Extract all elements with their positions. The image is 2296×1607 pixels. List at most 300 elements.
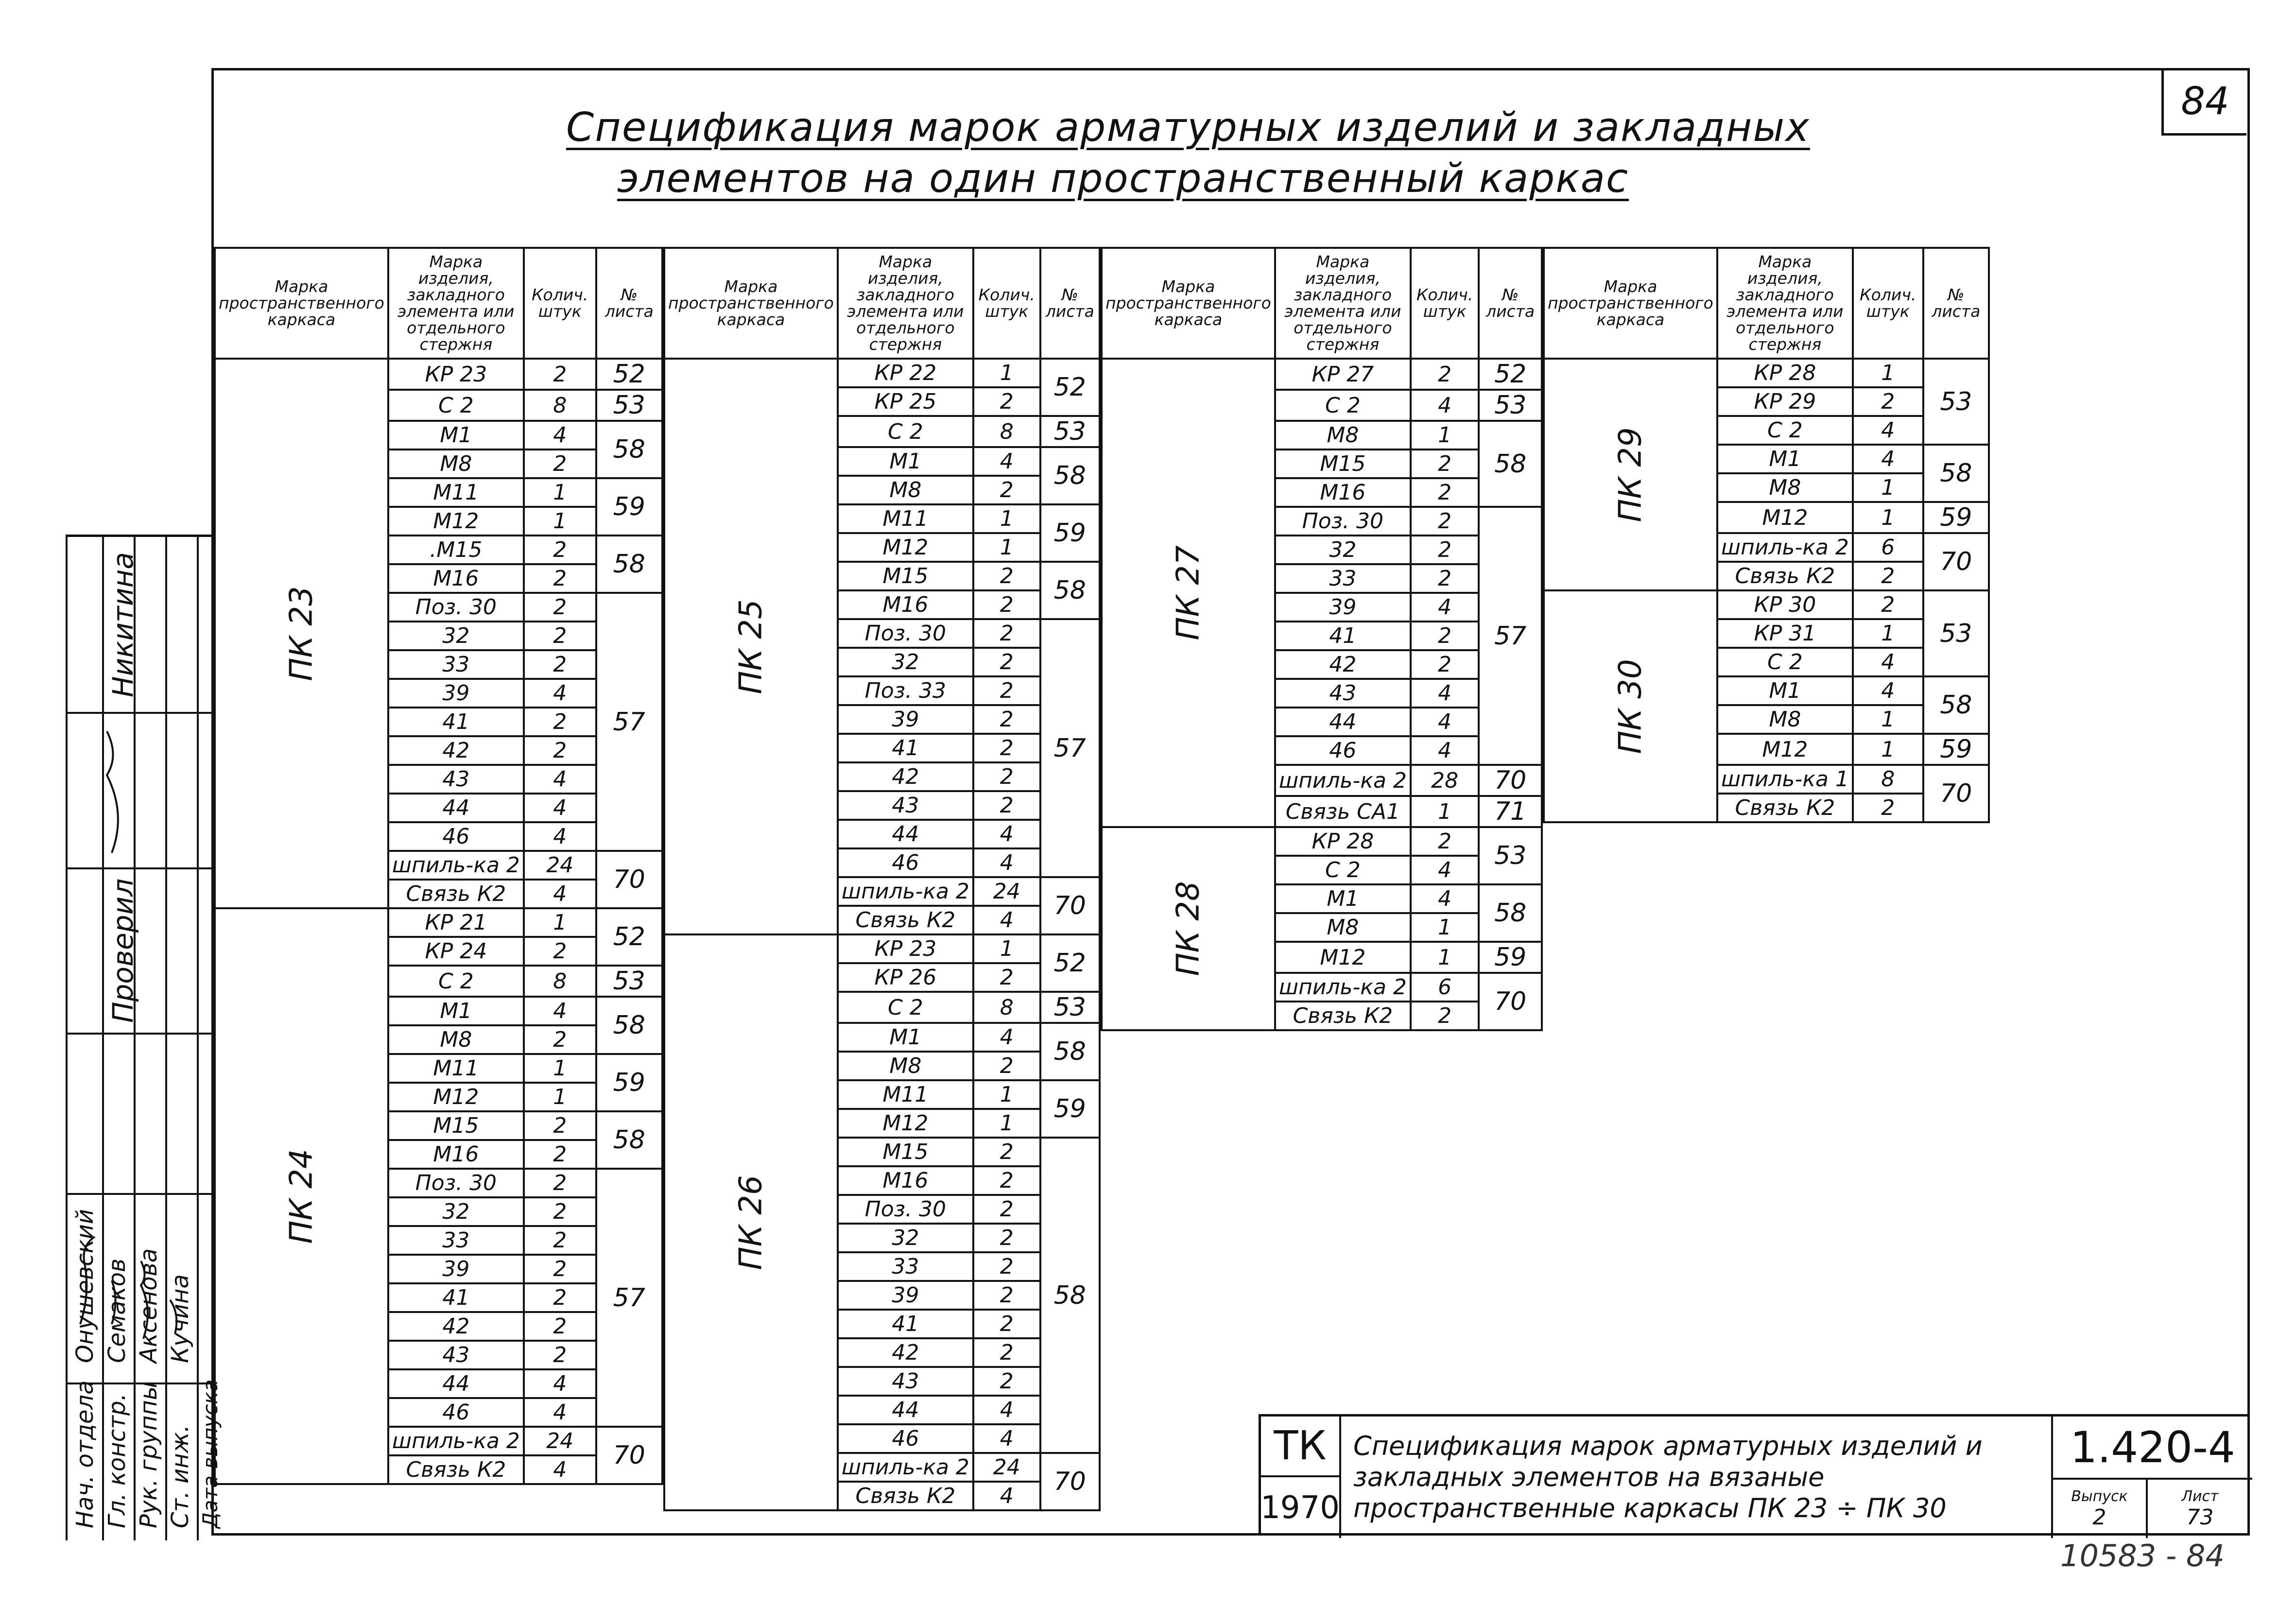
item-qty: 4 (1411, 856, 1479, 884)
item-qty: 2 (1853, 590, 1923, 619)
item-mark: КР 27 (1275, 359, 1411, 390)
item-qty: 4 (973, 848, 1040, 877)
item-qty: 2 (1411, 536, 1479, 564)
item-qty: 6 (1411, 973, 1479, 1002)
frame-mark-label: ПК 26 (733, 1175, 769, 1270)
frame-mark (664, 359, 838, 934)
item-qty: 2 (1411, 359, 1479, 390)
issue-cell (2053, 1480, 2148, 1538)
item-sheet: 53 (596, 966, 662, 997)
item-qty: 4 (1411, 390, 1479, 421)
item-mark: шпиль-ка 2 (838, 877, 973, 906)
item-qty: 2 (524, 708, 596, 736)
item-qty: 1 (1411, 421, 1479, 449)
item-sheet: 59 (1923, 502, 1989, 533)
item-mark: КР 24 (388, 937, 524, 966)
item-mark: КР 28 (1275, 827, 1411, 856)
item-mark: 44 (388, 1369, 524, 1398)
item-qty: 2 (1411, 1002, 1479, 1030)
item-sheet: 53 (1923, 590, 1989, 676)
side-stamp (66, 535, 222, 1540)
item-qty: 2 (524, 622, 596, 650)
header-item: Марка изделия, закладного элемента или отдельного стержня (1275, 248, 1411, 359)
frame-mark-label: ПК 30 (1612, 658, 1649, 754)
item-qty: 2 (973, 590, 1040, 619)
table-row (215, 908, 662, 937)
table-row (664, 359, 1100, 387)
item-mark: М15 (838, 562, 973, 590)
item-qty: 1 (1853, 705, 1923, 734)
item-mark: М12 (1717, 502, 1853, 533)
item-mark: М12 (1275, 942, 1411, 973)
item-qty: 2 (973, 562, 1040, 590)
header-frame: Марка пространственного каркаса (1102, 248, 1275, 359)
item-qty: 8 (524, 390, 596, 421)
item-mark: КР 22 (838, 359, 973, 387)
frame-mark-label: ПК 23 (283, 586, 320, 681)
item-qty: 1 (524, 908, 596, 937)
item-sheet: 59 (596, 478, 662, 536)
item-qty: 2 (973, 1252, 1040, 1281)
item-qty: 2 (973, 734, 1040, 762)
item-qty: 1 (1411, 942, 1479, 973)
item-sheet: 58 (596, 997, 662, 1054)
item-qty: 2 (524, 536, 596, 564)
item-qty: 2 (973, 963, 1040, 992)
item-mark: 44 (1275, 708, 1411, 736)
item-mark: М8 (1275, 913, 1411, 942)
frame-mark-label: ПК 24 (283, 1148, 320, 1244)
item-mark: 42 (1275, 650, 1411, 679)
item-qty: 8 (973, 416, 1040, 447)
item-mark: 32 (388, 1197, 524, 1226)
item-qty: 6 (1853, 533, 1923, 562)
header-qty: Колич. штук (524, 248, 596, 359)
item-sheet: 70 (1923, 765, 1989, 822)
header-sheet: № листа (1040, 248, 1100, 359)
item-mark: Поз. 30 (838, 619, 973, 648)
frame-mark (664, 934, 838, 1510)
item-mark: 44 (388, 794, 524, 822)
item-qty: 4 (524, 1455, 596, 1484)
item-qty: 1 (973, 504, 1040, 533)
item-qty: 2 (524, 1226, 596, 1255)
item-mark: М12 (838, 533, 973, 562)
item-mark: 32 (1275, 536, 1411, 564)
item-qty: 4 (1853, 648, 1923, 676)
item-mark: 33 (388, 650, 524, 679)
item-qty: 2 (524, 1312, 596, 1341)
signatures (66, 537, 214, 1540)
item-qty: 4 (524, 880, 596, 908)
item-qty: 2 (973, 705, 1040, 734)
frame-mark (215, 908, 388, 1484)
issue-label: Выпуск (2071, 1488, 2128, 1505)
item-qty: 4 (524, 421, 596, 449)
item-mark: 39 (838, 705, 973, 734)
item-sheet: 58 (1479, 884, 1542, 942)
item-qty: 2 (1853, 562, 1923, 590)
frame-mark (1102, 359, 1275, 827)
item-sheet: 70 (1040, 1453, 1100, 1510)
item-mark: 39 (388, 679, 524, 708)
item-mark: М1 (838, 1023, 973, 1052)
role-2: Гл. констр. (104, 1393, 131, 1528)
item-mark: 43 (838, 791, 973, 820)
item-mark: С 2 (1717, 416, 1853, 445)
item-mark: 43 (838, 1367, 973, 1396)
item-mark: КР 30 (1717, 590, 1853, 619)
role-1: Нач. отдела (71, 1380, 99, 1528)
item-sheet: 53 (1040, 992, 1100, 1023)
item-qty: 4 (973, 447, 1040, 476)
item-mark: Связь К2 (838, 1482, 973, 1510)
spec-table-4 (1543, 247, 1990, 823)
item-mark: 32 (838, 1224, 973, 1252)
item-qty: 1 (973, 934, 1040, 963)
item-mark: КР 23 (838, 934, 973, 963)
header-frame: Марка пространственного каркаса (664, 248, 838, 359)
item-mark: 46 (1275, 736, 1411, 765)
item-sheet: 70 (1040, 877, 1100, 934)
item-qty: 2 (524, 1341, 596, 1369)
item-qty: 4 (973, 1396, 1040, 1424)
item-qty: 2 (524, 937, 596, 966)
header-item: Марка изделия, закладного элемента или отдельного стержня (388, 248, 524, 359)
name-2: Семаков (104, 1258, 131, 1363)
doc-description: Спецификация марок арматурных изделий и закладных элементов на вязаные пространственные каркасы ПК 23 ÷ ПК 30 (1344, 1417, 2053, 1538)
item-qty: 28 (1411, 765, 1479, 796)
item-qty: 4 (973, 906, 1040, 934)
item-sheet: 58 (1479, 421, 1542, 507)
page-number: 84 (2161, 70, 2246, 136)
item-qty: 2 (973, 1310, 1040, 1338)
item-qty: 2 (524, 650, 596, 679)
item-sheet: 58 (596, 536, 662, 593)
item-qty: 1 (1411, 796, 1479, 827)
name-3: Аксенова (135, 1248, 162, 1363)
item-mark: КР 31 (1717, 619, 1853, 648)
item-mark: М12 (838, 1109, 973, 1138)
org-code: ТК (1261, 1417, 1341, 1477)
frame-mark-label: ПК 29 (1612, 427, 1649, 522)
item-qty: 2 (1411, 827, 1479, 856)
header-item: Марка изделия, закладного элемента или отдельного стержня (838, 248, 973, 359)
item-mark: М12 (388, 507, 524, 536)
item-mark: Связь К2 (1275, 1002, 1411, 1030)
item-qty: 4 (973, 1023, 1040, 1052)
name-4: Кучина (167, 1274, 194, 1363)
item-qty: 4 (973, 1424, 1040, 1453)
spec-table-1 (214, 247, 663, 1485)
item-qty: 2 (1411, 622, 1479, 650)
item-mark: шпиль-ка 2 (1275, 973, 1411, 1002)
item-qty: 4 (1853, 416, 1923, 445)
item-sheet: 53 (1040, 416, 1100, 447)
item-qty: 4 (1411, 679, 1479, 708)
series-number: 1.420-4 (2053, 1417, 2252, 1480)
item-mark: КР 23 (388, 359, 524, 390)
item-mark: С 2 (838, 992, 973, 1023)
table-row (1544, 359, 1989, 387)
item-mark: Связь СА1 (1275, 796, 1411, 827)
item-mark: М11 (388, 1054, 524, 1083)
item-mark: КР 25 (838, 387, 973, 416)
item-mark: С 2 (1717, 648, 1853, 676)
header-frame: Марка пространственного каркаса (1544, 248, 1717, 359)
item-mark: М8 (388, 449, 524, 478)
role-4: Ст. инж. (167, 1424, 194, 1528)
item-mark: КР 28 (1717, 359, 1853, 387)
item-sheet: 58 (596, 1111, 662, 1169)
item-sheet: 58 (596, 421, 662, 478)
item-qty: 2 (973, 1195, 1040, 1224)
item-qty: 4 (524, 1398, 596, 1427)
item-mark: М16 (388, 1140, 524, 1169)
issue-value: 2 (2092, 1505, 2106, 1530)
item-qty: 2 (973, 619, 1040, 648)
item-qty: 2 (973, 1052, 1040, 1080)
item-qty: 2 (973, 1338, 1040, 1367)
item-mark: Связь К2 (1717, 794, 1853, 822)
frame-mark-label: ПК 27 (1170, 545, 1207, 640)
item-mark: М8 (1275, 421, 1411, 449)
item-qty: 4 (1411, 736, 1479, 765)
spec-table-3 (1101, 247, 1543, 1031)
item-qty: 2 (524, 736, 596, 765)
role-3: Рук. группы (135, 1382, 162, 1528)
item-qty: 2 (1411, 564, 1479, 593)
item-mark: КР 29 (1717, 387, 1853, 416)
item-mark: М8 (838, 476, 973, 504)
name-1: Онушевский (71, 1209, 99, 1363)
item-sheet: 58 (1040, 447, 1100, 504)
item-sheet: 71 (1479, 796, 1542, 827)
item-mark: 42 (838, 1338, 973, 1367)
item-qty: 2 (1411, 449, 1479, 478)
item-qty: 2 (973, 1281, 1040, 1310)
item-mark: М1 (838, 447, 973, 476)
item-sheet: 58 (1040, 1138, 1100, 1453)
item-qty: 2 (524, 1111, 596, 1140)
item-mark: 33 (838, 1252, 973, 1281)
item-sheet: 58 (1040, 562, 1100, 619)
item-qty: 4 (973, 1482, 1040, 1510)
item-mark: С 2 (1275, 390, 1411, 421)
checker-name: Никитина (106, 552, 139, 697)
item-mark: М11 (838, 504, 973, 533)
item-qty: 1 (524, 1083, 596, 1111)
item-mark: М11 (388, 478, 524, 507)
table-row (1544, 590, 1989, 619)
item-qty: 2 (973, 476, 1040, 504)
spec-table-2 (663, 247, 1101, 1511)
item-qty: 4 (524, 1369, 596, 1398)
item-mark: Поз. 33 (838, 676, 973, 705)
item-mark: 46 (388, 822, 524, 851)
item-qty: 1 (524, 1054, 596, 1083)
item-mark: М16 (1275, 478, 1411, 507)
item-qty: 2 (524, 564, 596, 593)
item-mark: М1 (1717, 676, 1853, 705)
item-qty: 4 (1853, 676, 1923, 705)
header-qty: Колич. штук (973, 248, 1040, 359)
item-mark: 42 (838, 762, 973, 791)
item-sheet: 57 (1040, 619, 1100, 877)
item-mark: шпиль-ка 2 (1275, 765, 1411, 796)
item-mark: 39 (838, 1281, 973, 1310)
item-qty: 2 (524, 449, 596, 478)
item-qty: 1 (973, 533, 1040, 562)
header-sheet: № листа (596, 248, 662, 359)
item-mark: М12 (388, 1083, 524, 1111)
item-mark: 39 (388, 1255, 524, 1283)
item-mark: Связь К2 (838, 906, 973, 934)
item-mark: М11 (838, 1080, 973, 1109)
item-mark: М8 (388, 1025, 524, 1054)
title-line-2: элементов на один пространственный каркас (617, 156, 1629, 202)
item-qty: 1 (1853, 734, 1923, 765)
item-qty: 2 (1853, 387, 1923, 416)
item-sheet: 52 (1479, 359, 1542, 390)
item-sheet: 57 (596, 1169, 662, 1427)
item-sheet: 58 (1923, 676, 1989, 734)
item-qty: 2 (973, 1166, 1040, 1195)
header-sheet: № листа (1479, 248, 1542, 359)
item-mark: М8 (1717, 705, 1853, 734)
item-qty: 2 (524, 1255, 596, 1283)
item-sheet: 59 (1040, 504, 1100, 562)
item-mark: М15 (1275, 449, 1411, 478)
item-mark: М8 (838, 1052, 973, 1080)
item-sheet: 52 (596, 908, 662, 966)
item-qty: 2 (973, 1224, 1040, 1252)
item-mark: 39 (1275, 593, 1411, 622)
item-qty: 1 (1853, 473, 1923, 502)
check-label: Проверил (106, 878, 139, 1023)
item-qty: 1 (1411, 913, 1479, 942)
item-sheet: 59 (596, 1054, 662, 1111)
sheet-label: Лист (2181, 1488, 2219, 1505)
table-row (664, 934, 1100, 963)
item-sheet: 70 (1923, 533, 1989, 590)
item-mark: 32 (838, 648, 973, 676)
item-mark: КР 21 (388, 908, 524, 937)
item-mark: М16 (838, 1166, 973, 1195)
item-qty: 1 (973, 359, 1040, 387)
item-mark: М1 (1717, 445, 1853, 473)
item-mark: шпиль-ка 1 (1717, 765, 1853, 794)
item-qty: 2 (524, 593, 596, 622)
header-qty: Колич. штук (1853, 248, 1923, 359)
item-mark: шпиль-ка 2 (388, 1427, 524, 1455)
item-qty: 1 (524, 478, 596, 507)
item-mark: 33 (1275, 564, 1411, 593)
item-sheet: 70 (596, 851, 662, 908)
item-mark: Поз. 30 (838, 1195, 973, 1224)
item-mark: 43 (1275, 679, 1411, 708)
item-mark: М1 (1275, 884, 1411, 913)
title-block (1259, 1414, 2250, 1536)
item-qty: 2 (1411, 650, 1479, 679)
item-qty: 1 (524, 507, 596, 536)
item-sheet: 53 (1479, 390, 1542, 421)
item-mark: Поз. 30 (388, 593, 524, 622)
item-sheet: 70 (596, 1427, 662, 1484)
item-mark: 41 (388, 708, 524, 736)
item-mark: шпиль-ка 2 (838, 1453, 973, 1482)
item-mark: М12 (1717, 734, 1853, 765)
item-mark: 44 (838, 1396, 973, 1424)
item-qty: 4 (1411, 708, 1479, 736)
item-mark: 46 (388, 1398, 524, 1427)
item-mark: М16 (838, 590, 973, 619)
sheet-cell (2148, 1480, 2252, 1538)
sheet-value: 73 (2186, 1505, 2214, 1530)
item-qty: 4 (524, 794, 596, 822)
item-mark: Связь К2 (1717, 562, 1853, 590)
item-mark: М1 (388, 997, 524, 1025)
item-qty: 1 (973, 1080, 1040, 1109)
item-qty: 24 (524, 851, 596, 880)
item-qty: 4 (1411, 884, 1479, 913)
item-qty: 2 (1853, 794, 1923, 822)
item-sheet: 59 (1923, 734, 1989, 765)
item-sheet: 58 (1040, 1023, 1100, 1080)
item-qty: 2 (524, 1140, 596, 1169)
item-sheet: 70 (1479, 973, 1542, 1030)
table-row (1102, 827, 1542, 856)
item-qty: 1 (1853, 502, 1923, 533)
item-mark: Связь К2 (388, 880, 524, 908)
item-qty: 2 (1411, 507, 1479, 536)
item-qty: 4 (524, 679, 596, 708)
item-qty: 2 (524, 1197, 596, 1226)
item-sheet: 59 (1479, 942, 1542, 973)
header-item: Марка изделия, закладного элемента или отдельного стержня (1717, 248, 1853, 359)
item-mark: шпиль-ка 2 (1717, 533, 1853, 562)
item-qty: 24 (524, 1427, 596, 1455)
item-sheet: 52 (1040, 359, 1100, 416)
item-sheet: 53 (1923, 359, 1989, 445)
item-mark: М15 (838, 1138, 973, 1166)
item-sheet: 52 (1040, 934, 1100, 992)
item-mark: 41 (388, 1283, 524, 1312)
item-mark: шпиль-ка 2 (388, 851, 524, 880)
item-qty: 4 (1853, 445, 1923, 473)
item-mark: М8 (1717, 473, 1853, 502)
item-mark: 43 (388, 1341, 524, 1369)
item-mark: 46 (838, 1424, 973, 1453)
item-sheet: 70 (1479, 765, 1542, 796)
frame-mark (1544, 590, 1717, 822)
doc-number: 10583 - 84 (2060, 1538, 2225, 1573)
item-qty: 2 (973, 387, 1040, 416)
item-mark: КР 26 (838, 963, 973, 992)
item-qty: 2 (973, 762, 1040, 791)
item-qty: 8 (973, 992, 1040, 1023)
table-row (215, 359, 662, 390)
item-sheet: 52 (596, 359, 662, 390)
frame-mark (215, 359, 388, 908)
item-qty: 8 (524, 966, 596, 997)
item-mark: М1 (388, 421, 524, 449)
item-mark: С 2 (1275, 856, 1411, 884)
item-qty: 4 (524, 765, 596, 794)
frame-mark (1102, 827, 1275, 1030)
item-qty: 1 (1853, 359, 1923, 387)
item-mark: С 2 (388, 966, 524, 997)
